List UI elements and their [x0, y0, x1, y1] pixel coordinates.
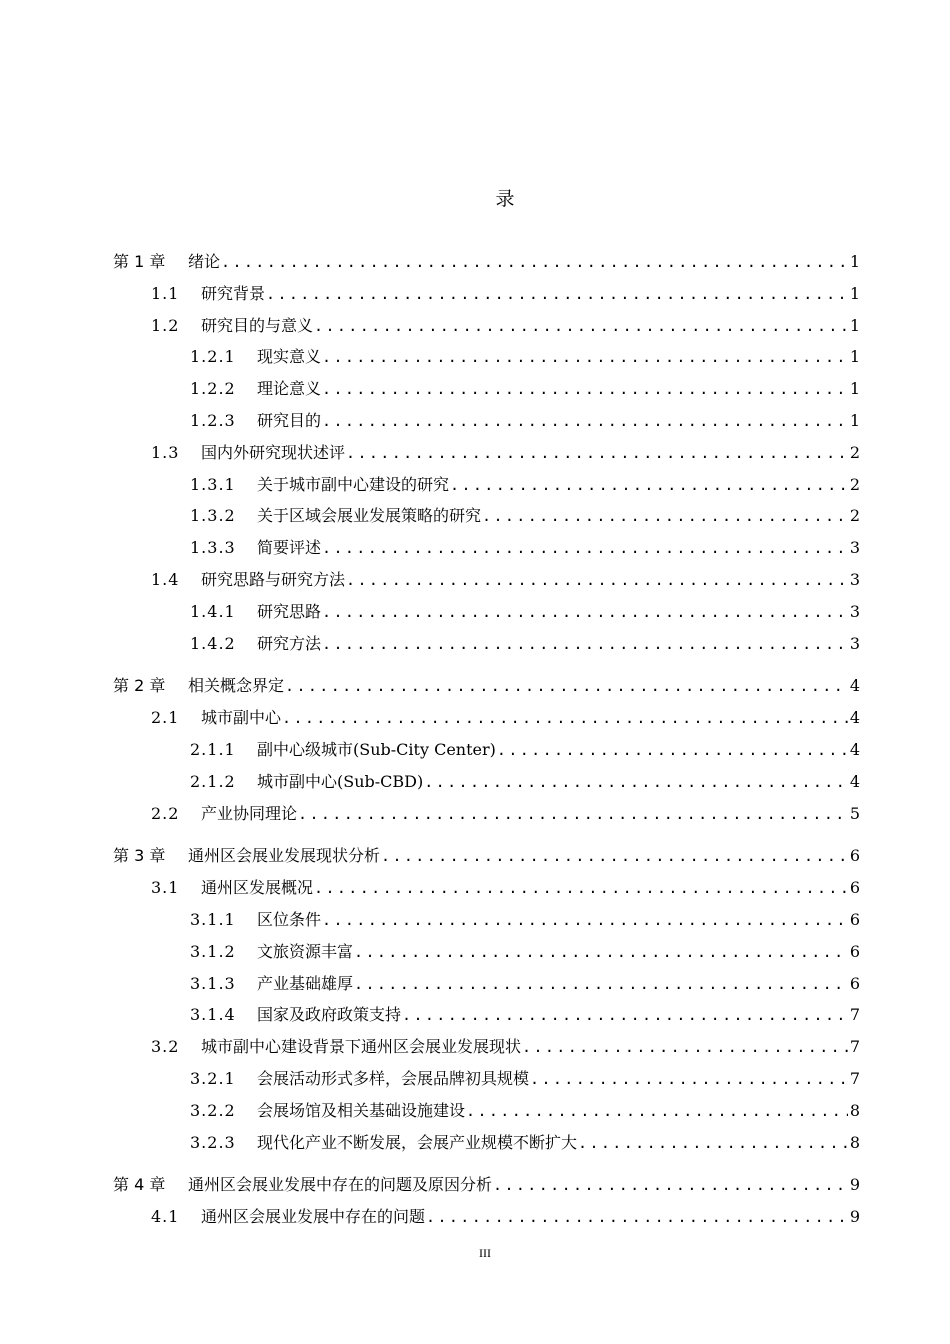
toc-entry-title: 研究目的: [257, 410, 322, 430]
toc-entry-page: 7: [849, 1005, 860, 1025]
toc-entry-number: 1.4: [151, 569, 180, 589]
toc-chapter-entry[interactable]: [113, 246, 860, 278]
toc-dot-leader: [322, 629, 848, 660]
toc-section-entry[interactable]: [113, 798, 860, 830]
toc-dot-leader: [322, 597, 848, 628]
toc-entry-number: 3.2.3: [190, 1132, 236, 1152]
toc-entry-page: 3: [849, 601, 860, 621]
toc-chapter-entry[interactable]: [113, 1169, 860, 1201]
toc-chapter-entry[interactable]: [113, 840, 860, 872]
toc-subsection-entry[interactable]: [113, 341, 860, 373]
toc-title: 录: [495, 188, 515, 210]
toc-entry-title: 城市副中心(Sub-CBD): [257, 771, 424, 791]
toc-entry-number: 1.2: [151, 315, 180, 335]
toc-entry-number: 1.3: [151, 442, 180, 462]
toc-section-entry[interactable]: [113, 872, 860, 904]
toc-entry-page: 6: [849, 878, 860, 898]
toc-entry-page: 1: [849, 252, 860, 271]
toc-entry-page: 4: [849, 739, 860, 759]
toc-entry-page: 7: [849, 1068, 860, 1088]
toc-entry-page: 2: [849, 474, 860, 494]
toc-entry-page: 8: [849, 1132, 860, 1152]
toc-dot-leader: [381, 841, 848, 872]
toc-entry-title: 通州区会展业发展中存在的问题: [201, 1207, 426, 1227]
toc-entry-page: 2: [849, 442, 860, 462]
toc-entry-title: 通州区会展业发展现状分析: [188, 846, 381, 866]
toc-entry-title: 城市副中心: [201, 708, 282, 728]
toc-entry-number: 3.2.2: [190, 1100, 236, 1120]
toc-dot-leader: [314, 873, 848, 904]
toc-section-entry[interactable]: [113, 1201, 860, 1233]
toc-dot-leader: [426, 1202, 848, 1233]
toc-subsection-entry[interactable]: [113, 405, 860, 437]
toc-dot-leader: [482, 501, 848, 532]
toc-entry-number: 2.2: [151, 803, 180, 823]
toc-entry-number: 第 3 章: [113, 846, 166, 866]
toc-subsection-entry[interactable]: [113, 628, 860, 660]
toc-dot-leader: [298, 799, 848, 830]
toc-entry-number: 2.1.2: [190, 771, 236, 791]
toc-entry-title: 关于区域会展业发展策略的研究: [257, 506, 482, 526]
toc-section-entry[interactable]: [113, 310, 860, 342]
toc-entry-number: 3.1.2: [190, 941, 236, 961]
toc-subsection-entry[interactable]: [113, 904, 860, 936]
toc-subsection-entry[interactable]: [113, 532, 860, 564]
toc-entry-title: 副中心级城市(Sub-City Center): [257, 739, 496, 759]
toc-subsection-entry[interactable]: [113, 596, 860, 628]
toc-dot-leader: [402, 1000, 848, 1031]
toc-entry-title: 国家及政府政策支持: [257, 1005, 402, 1025]
toc-subsection-entry[interactable]: [113, 999, 860, 1031]
toc-dot-leader: [493, 1170, 848, 1201]
toc-dot-leader: [354, 969, 848, 1000]
toc-entry-title: 相关概念界定: [188, 676, 285, 696]
toc-dot-leader: [322, 342, 848, 373]
toc-entry-page: 6: [849, 973, 860, 993]
toc-dot-leader: [282, 703, 848, 734]
toc-entry-page: 1: [849, 315, 860, 335]
toc-entry-page: 8: [849, 1100, 860, 1120]
toc-dot-leader: [346, 565, 848, 596]
toc-subsection-entry[interactable]: [113, 936, 860, 968]
toc-dot-leader: [314, 311, 848, 342]
toc-entry-title: 关于城市副中心建设的研究: [257, 474, 450, 494]
toc-entry-page: 4: [849, 771, 860, 791]
toc-entry-title: 研究背景: [201, 283, 266, 303]
toc-entry-title: 会展活动形式多样，会展品牌初具规模: [257, 1068, 530, 1088]
toc-entry-page: 1: [849, 410, 860, 430]
toc-dot-leader: [530, 1064, 848, 1095]
toc-entry-page: 9: [849, 1207, 860, 1227]
toc-dot-leader: [322, 406, 848, 437]
toc-subsection-entry[interactable]: [113, 968, 860, 1000]
toc-dot-leader: [424, 767, 848, 798]
toc-entry-page: 5: [849, 803, 860, 823]
toc-entry-page: 9: [849, 1175, 860, 1195]
toc-entry-number: 3.1.4: [190, 1005, 236, 1025]
toc-entry-title: 文旅资源丰富: [257, 941, 354, 961]
toc-dot-leader: [322, 374, 848, 405]
toc-entry-title: 研究方法: [257, 633, 322, 653]
toc-entry-page: 6: [849, 846, 860, 866]
toc-entry-number: 1.3.1: [190, 474, 236, 494]
toc-entry-title: 通州区发展概况: [201, 878, 314, 898]
toc-entry-title: 理论意义: [257, 379, 322, 399]
toc-entry-number: 1.3.2: [190, 506, 236, 526]
toc-chapter-entry[interactable]: [113, 670, 860, 702]
toc-entry-title: 产业基础雄厚: [257, 973, 354, 993]
toc-dot-leader: [346, 438, 848, 469]
toc-subsection-entry[interactable]: [113, 1127, 860, 1159]
toc-entry-number: 第 2 章: [113, 676, 166, 696]
toc-entry-number: 1.3.3: [190, 538, 236, 558]
toc-dot-leader: [497, 735, 848, 766]
toc-entry-page: 1: [849, 347, 860, 367]
toc-entry-number: 3.1.3: [190, 973, 236, 993]
toc-subsection-entry[interactable]: [113, 469, 860, 501]
toc-entry-number: 1.2.3: [190, 410, 236, 430]
toc-entry-page: 2: [849, 506, 860, 526]
toc-dot-leader: [266, 279, 848, 310]
toc-entry-page: 4: [849, 708, 860, 728]
toc-subsection-entry[interactable]: [113, 500, 860, 532]
toc-entry-page: 6: [849, 909, 860, 929]
toc-entry-page: 3: [849, 633, 860, 653]
toc-entry-number: 3.1: [151, 878, 180, 898]
toc-entry-page: 1: [849, 283, 860, 303]
toc-section-entry[interactable]: [113, 564, 860, 596]
toc-dot-leader: [578, 1128, 848, 1159]
toc-entry-title: 通州区会展业发展中存在的问题及原因分析: [188, 1175, 493, 1195]
toc-entry-title: 会展场馆及相关基础设施建设: [257, 1100, 466, 1120]
toc-entry-title: 城市副中心建设背景下通州区会展业发展现状: [201, 1037, 522, 1057]
toc-section-entry[interactable]: [113, 1031, 860, 1063]
toc-entry-title: 研究思路与研究方法: [201, 569, 346, 589]
toc-entry-title: 产业协同理论: [201, 803, 298, 823]
toc-dot-leader: [322, 533, 848, 564]
toc-entry-title: 研究目的与意义: [201, 315, 314, 335]
toc-entry-title: 国内外研究现状述评: [201, 442, 346, 462]
toc-subsection-entry[interactable]: [113, 1095, 860, 1127]
toc-subsection-entry[interactable]: [113, 734, 860, 766]
toc-entry-title: 区位条件: [257, 909, 322, 929]
toc-entry-title: 现实意义: [257, 347, 322, 367]
toc-dot-leader: [285, 671, 848, 702]
toc-entry-number: 2.1: [151, 708, 180, 728]
toc-dot-leader: [221, 247, 848, 278]
toc-entry-number: 2.1.1: [190, 739, 236, 759]
toc-dot-leader: [522, 1032, 848, 1063]
toc-section-entry[interactable]: [113, 437, 860, 469]
toc-entry-page: 6: [849, 941, 860, 961]
toc-subsection-entry[interactable]: [113, 1063, 860, 1095]
toc-entry-page: 1: [849, 379, 860, 399]
toc-subsection-entry[interactable]: [113, 373, 860, 405]
toc-entry-page: 7: [849, 1037, 860, 1057]
toc-entry-number: 4.1: [151, 1207, 180, 1227]
toc-section-entry[interactable]: [113, 702, 860, 734]
toc-entry-title: 研究思路: [257, 601, 322, 621]
toc-subsection-entry[interactable]: [113, 766, 860, 798]
toc-entry-page: 3: [849, 569, 860, 589]
toc-entry-title: 简要评述: [257, 538, 322, 558]
toc-entry-number: 3.1.1: [190, 909, 236, 929]
toc-entry-number: 1.2.2: [190, 379, 236, 399]
toc-entry-number: 3.2.1: [190, 1068, 236, 1088]
toc-entry-number: 1.2.1: [190, 347, 236, 367]
toc-entry-number: 1.4.2: [190, 633, 236, 653]
table-of-contents: [113, 246, 860, 1233]
toc-dot-leader: [322, 905, 848, 936]
page-footer-number: III: [479, 1246, 491, 1260]
toc-entry-number: 第 1 章: [113, 252, 166, 271]
toc-dot-leader: [450, 470, 848, 501]
toc-entry-number: 1.1: [151, 283, 180, 303]
toc-dot-leader: [466, 1096, 848, 1127]
toc-entry-number: 第 4 章: [113, 1175, 166, 1195]
toc-entry-title: 现代化产业不断发展，会展产业规模不断扩大: [257, 1132, 578, 1152]
toc-entry-page: 3: [849, 538, 860, 558]
toc-section-entry[interactable]: [113, 278, 860, 310]
toc-entry-number: 1.4.1: [190, 601, 236, 621]
toc-dot-leader: [354, 937, 848, 968]
toc-entry-title: 绪论: [188, 252, 221, 271]
toc-entry-page: 4: [849, 676, 860, 696]
toc-entry-number: 3.2: [151, 1037, 180, 1057]
